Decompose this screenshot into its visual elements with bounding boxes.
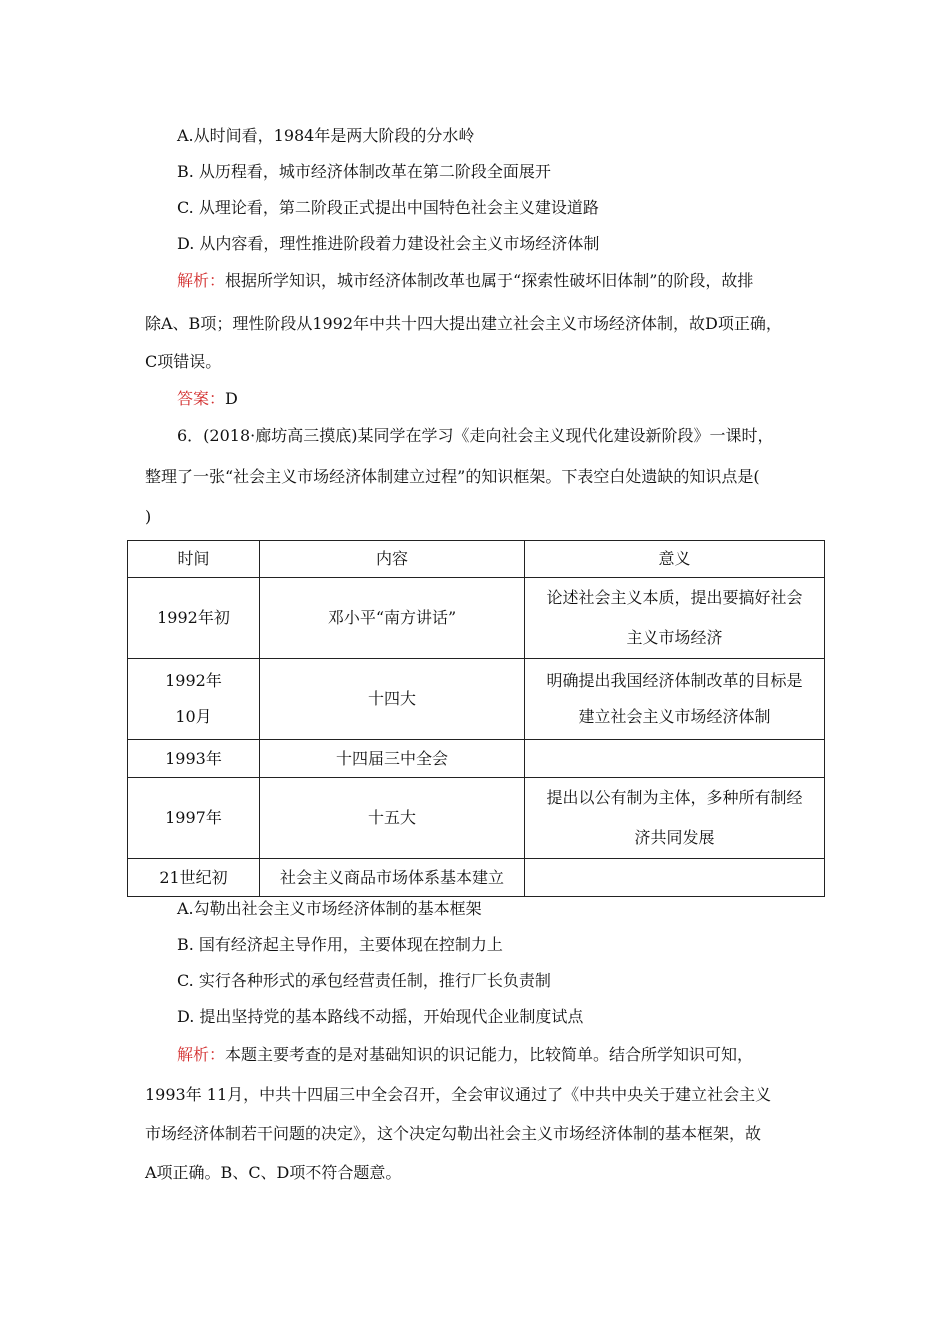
q6-analysis-line-1 <box>177 1045 753 1065</box>
q5-option-a: A.从时间看，1984年是两大阶段的分水岭 <box>177 126 475 145</box>
cell-meaning-line-1: 提出以公有制为主体，多种所有制经 <box>546 788 803 807</box>
table-row <box>128 778 825 859</box>
header-meaning: 意义 <box>525 541 825 578</box>
cell-meaning-line-2: 济共同发展 <box>634 828 715 847</box>
knowledge-table <box>127 540 825 897</box>
cell-content: 十五大 <box>260 778 525 859</box>
cell-time: 1997年 <box>128 778 260 859</box>
q6-stem-line-2: 整理了一张“社会主义市场经济体制建立过程”的知识框架。下表空白处遗缺的知识点是( <box>145 467 760 486</box>
cell-meaning <box>525 659 825 740</box>
q5-analysis-line-1 <box>177 271 753 291</box>
q5-answer-value: D <box>225 389 238 408</box>
cell-meaning-line-2: 建立社会主义市场经济体制 <box>578 707 771 726</box>
header-content: 内容 <box>260 541 525 578</box>
cell-content: 邓小平“南方讲话” <box>260 578 525 659</box>
table-row <box>128 659 825 740</box>
cell-content: 社会主义商品市场体系基本建立 <box>260 859 525 897</box>
cell-time: 1993年 <box>128 740 260 778</box>
q5-analysis-line-2: 除A、B项；理性阶段从1992年中共十四大提出建立社会主义市场经济体制，故D项正确， <box>145 314 782 333</box>
header-time: 时间 <box>128 541 260 578</box>
q5-answer <box>177 389 238 409</box>
q6-stem-line-1: 6．(2018·廊坊高三摸底)某同学在学习《走向社会主义现代化建设新阶段》一课时， <box>177 426 774 445</box>
cell-meaning <box>525 778 825 859</box>
q5-option-c: C. 从理论看，第二阶段正式提出中国特色社会主义建设道路 <box>177 198 599 217</box>
cell-meaning-blank <box>525 740 825 778</box>
q5-analysis-label: 解析： <box>177 271 226 290</box>
q5-analysis-line-3: C项错误。 <box>145 352 222 371</box>
cell-meaning-line-1: 论述社会主义本质，提出要搞好社会 <box>546 588 803 607</box>
q6-option-a: A.勾勒出社会主义市场经济体制的基本框架 <box>177 899 482 918</box>
q5-option-b: B. 从历程看，城市经济体制改革在第二阶段全面展开 <box>177 162 551 181</box>
q6-analysis-line-4: A项正确。B、C、D项不符合题意。 <box>145 1163 402 1182</box>
cell-time-text: 1992年初 <box>157 608 230 627</box>
table-header-row <box>128 541 825 578</box>
cell-meaning-line-2: 主义市场经济 <box>626 628 723 647</box>
q5-option-d: D. 从内容看，理性推进阶段着力建设社会主义市场经济体制 <box>177 234 600 253</box>
cell-content: 十四届三中全会 <box>260 740 525 778</box>
table-row <box>128 578 825 659</box>
q6-analysis-line-2: 1993年 11月，中共十四届三中全会召开，全会审议通过了《中共中央关于建立社会主义 <box>145 1085 772 1104</box>
q6-option-c: C. 实行各种形式的承包经营责任制，推行厂长负责制 <box>177 971 551 990</box>
cell-time-line-1: 1992年 <box>165 671 222 690</box>
q6-option-d: D. 提出坚持党的基本路线不动摇，开始现代企业制度试点 <box>177 1007 584 1026</box>
cell-time <box>128 578 260 659</box>
cell-time <box>128 659 260 740</box>
cell-content: 十四大 <box>260 659 525 740</box>
q6-analysis-line-3: 市场经济体制若干问题的决定》，这个决定勾勒出社会主义市场经济体制的基本框架，故 <box>145 1124 762 1143</box>
table-row <box>128 740 825 778</box>
q5-answer-label: 答案： <box>177 389 226 408</box>
cell-meaning <box>525 578 825 659</box>
q5-analysis-text-1: 根据所学知识，城市经济体制改革也属于“探索性破坏旧体制”的阶段，故排 <box>225 271 754 290</box>
q6-option-b: B. 国有经济起主导作用，主要体现在控制力上 <box>177 935 503 954</box>
cell-time-line-2: 10月 <box>175 707 212 726</box>
table-row <box>128 859 825 897</box>
cell-time: 21世纪初 <box>128 859 260 897</box>
q6-analysis-text-1: 本题主要考查的是对基础知识的识记能力，比较简单。结合所学知识可知， <box>225 1045 754 1064</box>
cell-meaning-line-1: 明确提出我国经济体制改革的目标是 <box>546 671 803 690</box>
q6-analysis-label: 解析： <box>177 1045 226 1064</box>
q6-stem-line-3: ) <box>145 507 152 526</box>
cell-meaning-blank <box>525 859 825 897</box>
